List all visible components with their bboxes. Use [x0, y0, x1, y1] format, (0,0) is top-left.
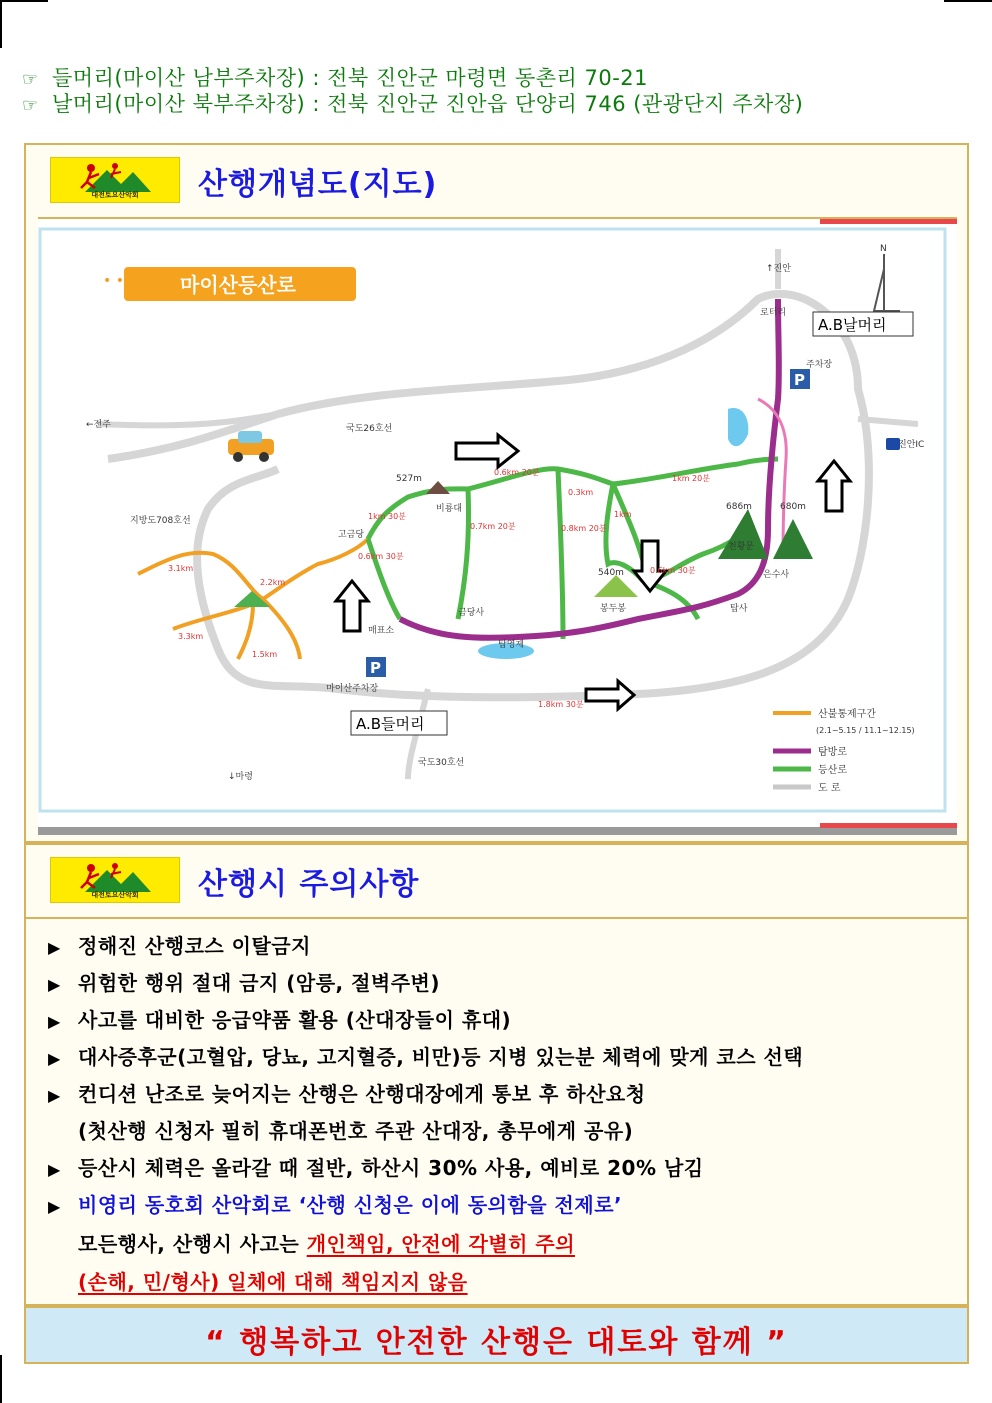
triangle-bullet-icon: ▶ [48, 1012, 61, 1031]
svg-text:• •: • • [103, 273, 124, 289]
rule-1: ▶ 정해진 산행코스 이탈금지 [48, 934, 311, 958]
map-panel [24, 143, 969, 843]
svg-text:0.6km 30분: 0.6km 30분 [650, 566, 696, 575]
rule-7-line2: 모든행사, 산행시 사고는 개인책임, 안전에 각별히 주의 [78, 1232, 576, 1256]
svg-text:0.7km 20분: 0.7km 20분 [470, 522, 516, 531]
svg-text:1km: 1km [614, 510, 632, 519]
club-logo-text: 대전토요산악회 [91, 891, 139, 899]
map-panel-header [26, 145, 967, 217]
map-section-title: 산행개념도(지도) [198, 167, 438, 202]
svg-text:1.8km 30분: 1.8km 30분 [538, 700, 584, 709]
svg-text:0.8km 20분: 0.8km 20분 [561, 524, 607, 533]
svg-text:686m: 686m [726, 502, 752, 512]
trail-map-svg [38, 219, 957, 835]
rule-5-note: (첫산행 신청자 필히 휴대폰번호 주관 산대장, 총무에게 공유) [78, 1119, 634, 1143]
svg-text:P: P [794, 371, 805, 389]
triangle-bullet-icon: ▶ [48, 1049, 61, 1068]
club-logo [50, 157, 180, 203]
svg-text:P: P [370, 659, 381, 677]
pointing-hand-icon: ☞ [22, 69, 39, 90]
svg-text:0.6km 20분: 0.6km 20분 [494, 468, 540, 477]
corner-mark-bottom-left [0, 1355, 2, 1403]
trail-map [38, 217, 957, 835]
svg-text:←전주: ←전주 [86, 420, 111, 430]
svg-text:고금당: 고금당 [338, 530, 365, 540]
triangle-bullet-icon: ▶ [48, 975, 61, 994]
svg-text:탑사: 탑사 [730, 604, 748, 614]
svg-text:↓마령: ↓마령 [228, 772, 253, 782]
svg-text:1.5km: 1.5km [252, 650, 278, 659]
rule-7: ▶ 비영리 동호회 산악회로 ‘산행 신청은 이에 동의함을 전제로’ [48, 1193, 623, 1217]
club-logo-text: 대전토요산악회 [91, 191, 139, 199]
svg-text:탐방로: 탐방로 [818, 747, 847, 758]
caution-section-title: 산행시 주의사항 [198, 867, 420, 902]
svg-text:등산로: 등산로 [818, 765, 847, 776]
caution-panel-header [26, 845, 967, 919]
map-banner: 마이산등산로 [180, 273, 296, 297]
svg-text:매표소: 매표소 [368, 626, 395, 636]
start-address: ☞ 들머리(마이산 남부주차장) : 전북 진안군 마령면 동촌리 70-21 [22, 66, 648, 90]
svg-text:680m: 680m [780, 502, 806, 512]
triangle-bullet-icon: ▶ [48, 1197, 61, 1216]
rule-2: ▶ 위험한 행위 절대 금지 (암릉, 절벽주변) [48, 971, 440, 995]
end-address: ☞ 날머리(마이산 북부주차장) : 전북 진안군 진안읍 단양리 746 (관광단지 주차장) [22, 92, 804, 116]
svg-text:비룡대: 비룡대 [436, 504, 463, 514]
svg-text:은수사: 은수사 [763, 570, 790, 580]
triangle-bullet-icon: ▶ [48, 938, 61, 957]
slogan-text: “ 행복하고 안전한 산행은 대토와 함께 ” [205, 1325, 788, 1360]
svg-text:국도30호선: 국도30호선 [418, 758, 465, 768]
rule-3: ▶ 사고를 대비한 응급약품 활용 (산대장들이 휴대) [48, 1008, 512, 1032]
triangle-bullet-icon: ▶ [48, 1086, 61, 1105]
footer-slogan [24, 1306, 969, 1364]
svg-text:N: N [880, 244, 887, 254]
svg-text:3.1km: 3.1km [168, 564, 194, 573]
svg-text:주차장: 주차장 [806, 360, 833, 370]
svg-text:금당사: 금당사 [458, 608, 485, 618]
svg-text:0.3km: 0.3km [568, 488, 594, 497]
svg-text:마이산주차장: 마이산주차장 [326, 684, 379, 694]
svg-text:1km 20분: 1km 20분 [672, 474, 710, 483]
svg-text:지방도708호선: 지방도708호선 [130, 516, 191, 526]
rule-5: ▶ 컨디션 난조로 늦어지는 산행은 산행대장에게 통보 후 하산요청 [48, 1082, 646, 1106]
svg-text:0.6km 30분: 0.6km 30분 [358, 552, 404, 561]
svg-text:도 로: 도 로 [818, 783, 841, 794]
rule-7-warning: 개인책임, 안전에 각별히 주의 [306, 1232, 576, 1256]
svg-text:진안IC: 진안IC [898, 440, 925, 450]
corner-mark-top-left [0, 0, 48, 2]
svg-text:1km 30분: 1km 30분 [368, 512, 406, 521]
svg-text:2.2km: 2.2km [260, 578, 286, 587]
svg-text:3.3km: 3.3km [178, 632, 204, 641]
corner-mark-top-left-v [0, 0, 2, 48]
triangle-bullet-icon: ▶ [48, 1160, 61, 1179]
start-label: A.B들머리 [356, 715, 425, 733]
rule-6: ▶ 등산시 체력은 올라갈 때 절반, 하산시 30% 사용, 예비로 20% 남김 [48, 1156, 704, 1180]
svg-text:봉두봉: 봉두봉 [600, 604, 627, 614]
svg-text:↑진안: ↑진안 [766, 264, 791, 274]
svg-text:탑영제: 탑영제 [498, 640, 525, 650]
svg-text:산불통제구간: 산불통제구간 [818, 709, 876, 720]
svg-text:천황문: 천황문 [728, 542, 755, 552]
svg-text:527m: 527m [396, 474, 422, 484]
svg-text:(2.1~5.15 / 11.1~12.15): (2.1~5.15 / 11.1~12.15) [816, 726, 915, 735]
svg-text:540m: 540m [598, 568, 624, 578]
rule-7-line3: (손해, 민/형사) 일체에 대해 책임지지 않음 [78, 1270, 468, 1294]
pointing-hand-icon: ☞ [22, 95, 39, 116]
club-logo [50, 857, 180, 903]
corner-mark-top-right [944, 0, 992, 2]
rule-4: ▶ 대사증후군(고혈압, 당뇨, 고지혈증, 비만)등 지병 있는분 체력에 맞게 코스 선택 [48, 1045, 804, 1069]
svg-text:국도26호선: 국도26호선 [346, 424, 393, 434]
svg-text:로터리: 로터리 [760, 308, 787, 318]
end-label: A.B날머리 [818, 316, 887, 334]
